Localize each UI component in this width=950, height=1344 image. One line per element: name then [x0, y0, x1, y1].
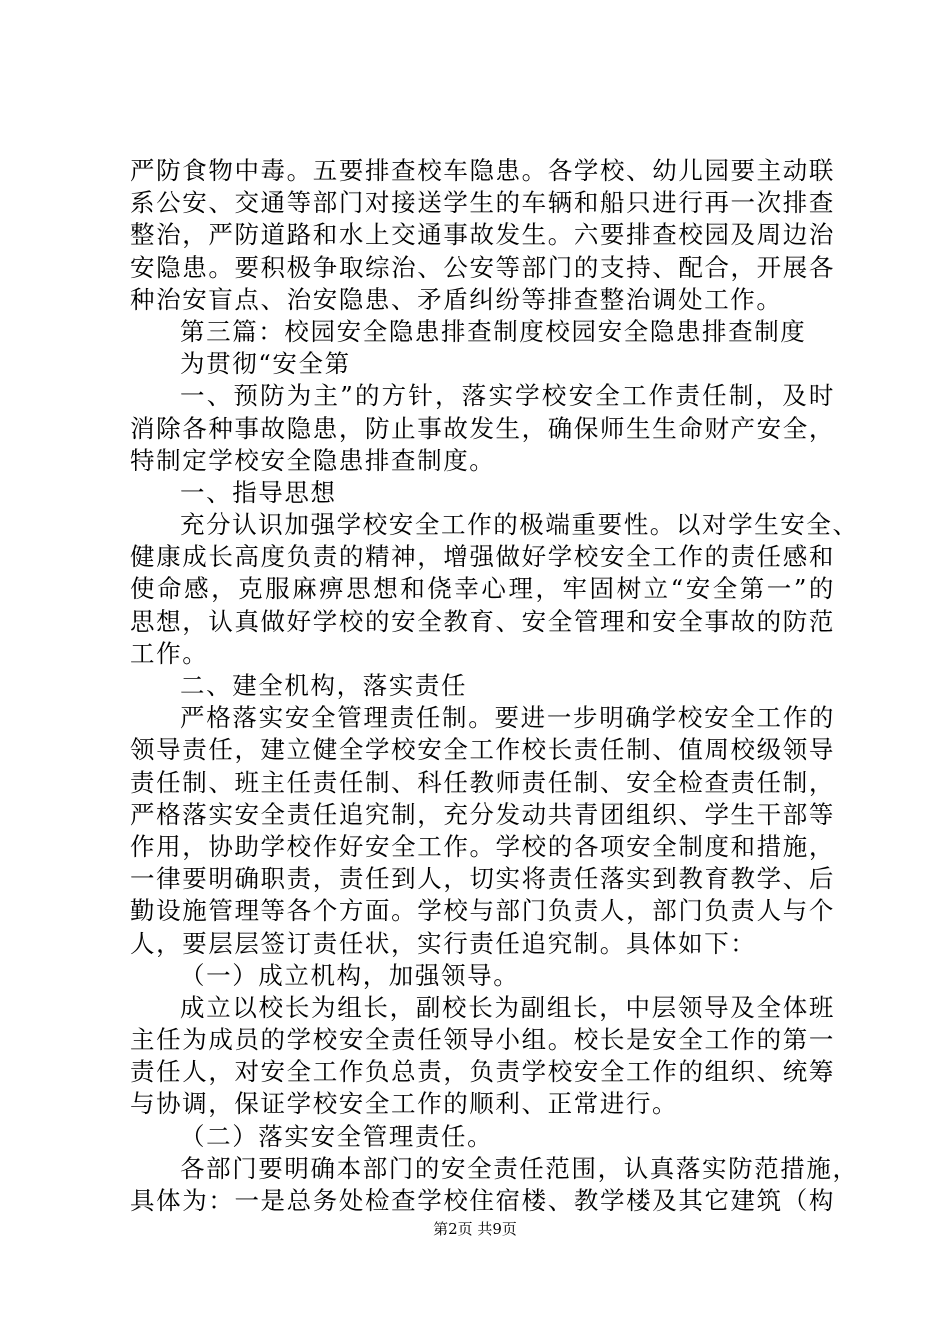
text-line: 工作。 — [130, 638, 209, 668]
text-line: 人，要层层签订责任状，实行责任追究制。具体如下： — [130, 928, 757, 958]
text-line: 勤设施管理等各个方面。学校与部门负责人，部门负责人与个 — [130, 896, 835, 926]
text-line: （一）成立机构，加强领导。 — [180, 960, 520, 990]
text-line: 消除各种事故隐患，防止事故发生，确保师生生命财产安全， — [130, 413, 835, 443]
text-line: 为贯彻“安全第 — [180, 349, 351, 379]
text-line: 安隐患。要积极争取综治、公安等部门的支持、配合，开展各 — [130, 252, 835, 282]
text-line: 第三篇：校园安全隐患排查制度校园安全隐患排查制度 — [180, 316, 807, 346]
text-line: 特制定学校安全隐患排查制度。 — [130, 445, 496, 475]
text-line: 一律要明确职责，责任到人，切实将责任落实到教育教学、后 — [130, 864, 835, 894]
page-footer: 第2页 共9页 — [433, 1220, 517, 1238]
text-line: 严格落实安全责任追究制，充分发动共青团组织、学生干部等 — [130, 799, 835, 829]
text-line: 一、预防为主”的方针，落实学校安全工作责任制，及时 — [180, 381, 835, 411]
text-line: 主任为成员的学校安全责任领导小组。校长是安全工作的第一 — [130, 1025, 835, 1055]
text-line: 系公安、交通等部门对接送学生的车辆和船只进行再一次排查 — [130, 188, 835, 218]
text-line: 思想，认真做好学校的安全教育、安全管理和安全事故的防范 — [130, 606, 835, 636]
text-line: 作用，协助学校作好安全工作。学校的各项安全制度和措施， — [130, 831, 835, 861]
text-line: 成立以校长为组长，副校长为副组长，中层领导及全体班 — [180, 992, 835, 1022]
text-line: 严格落实安全管理责任制。要进一步明确学校安全工作的 — [180, 703, 835, 733]
text-line: 与协调，保证学校安全工作的顺利、正常进行。 — [130, 1089, 679, 1119]
text-line: 具体为：一是总务处检查学校住宿楼、教学楼及其它建筑（构 — [130, 1186, 835, 1215]
text-line: 领导责任，建立健全学校安全工作校长责任制、值周校级领导 — [130, 735, 835, 765]
text-line: 一、指导思想 — [180, 477, 337, 507]
text-line: 种治安盲点、治安隐患、矛盾纠纷等排查整治调处工作。 — [130, 284, 783, 314]
text-line: （二）落实安全管理责任。 — [180, 1121, 494, 1151]
text-line: 使命感，克服麻痹思想和侥幸心理，牢固树立“安全第一”的 — [130, 574, 835, 604]
text-line: 各部门要明确本部门的安全责任范围，认真落实防范措施， — [180, 1153, 859, 1183]
text-line: 责任制、班主任责任制、科任教师责任制、安全检查责任制， — [130, 767, 835, 797]
text-line: 健康成长高度负责的精神，增强做好学校安全工作的责任感和 — [130, 542, 835, 572]
text-line: 整治，严防道路和水上交通事故发生。六要排查校园及周边治 — [130, 220, 835, 250]
text-line: 充分认识加强学校安全工作的极端重要性。以对学生安全、 — [180, 510, 859, 540]
text-line: 二、建全机构，落实责任 — [180, 671, 468, 700]
text-line: 严防食物中毒。五要排查校车隐患。各学校、幼儿园要主动联 — [130, 156, 835, 185]
document-body — [130, 155, 859, 1217]
text-line: 责任人，对安全工作负总责，负责学校安全工作的组织、统筹 — [130, 1057, 835, 1087]
